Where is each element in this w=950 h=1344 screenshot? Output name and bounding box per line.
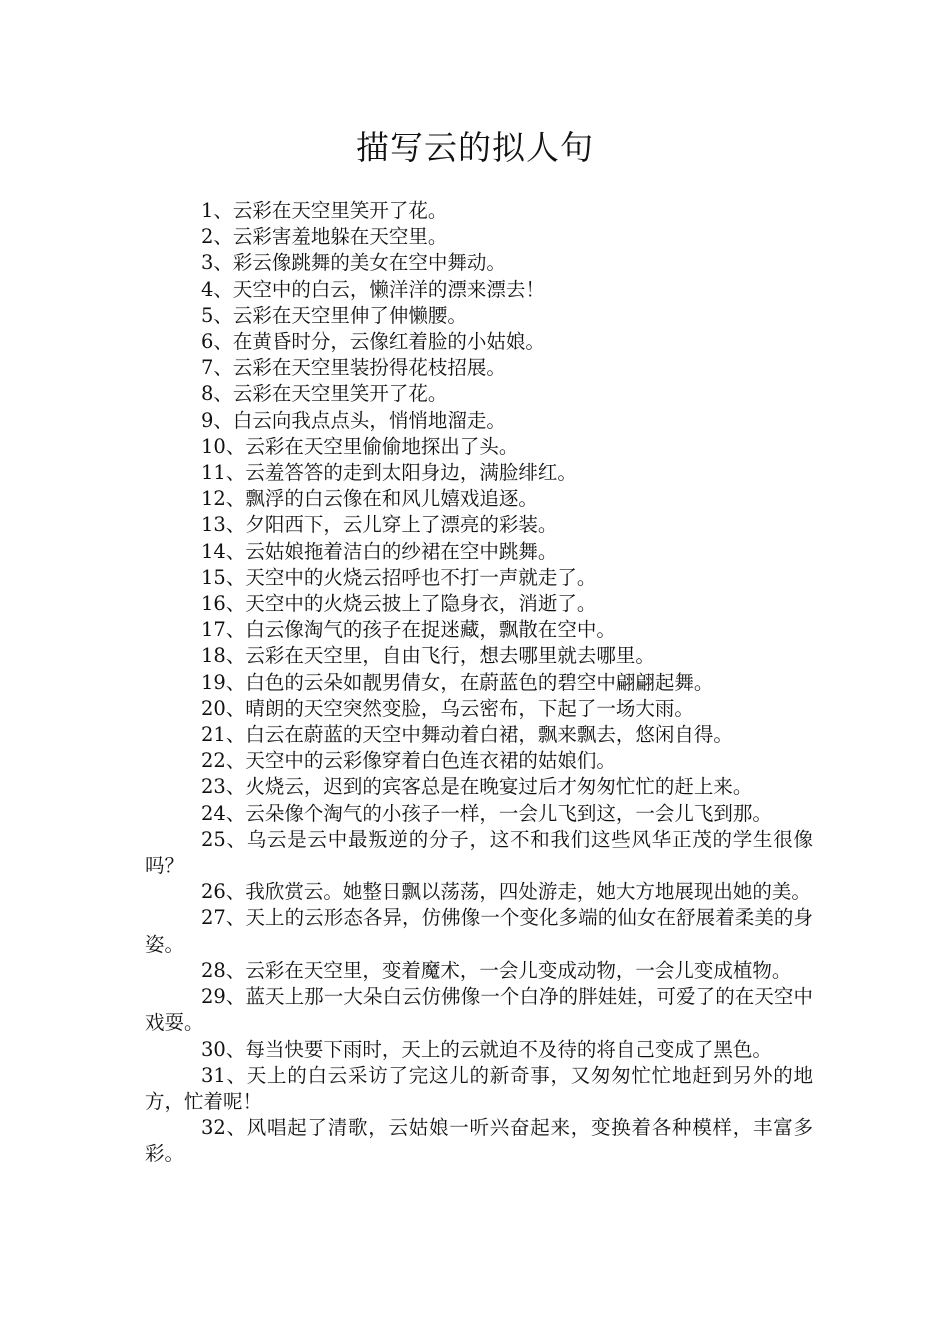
paragraph: 24、云朵像个淘气的小孩子一样，一会儿飞到这，一会儿飞到那。 (201, 801, 772, 825)
paragraph: 6、在黄昏时分，云像红着脸的小姑娘。 (201, 330, 545, 354)
paragraph: 3、彩云像跳舞的美女在空中舞动。 (201, 251, 506, 275)
paragraph: 20、晴朗的天空突然变脸，乌云密布，下起了一场大雨。 (201, 696, 694, 720)
paragraph: 23、火烧云，迟到的宾客总是在晚宴过后才匆匆忙忙的赶上来。 (201, 775, 753, 799)
paragraph: 19、白色的云朵如靓男倩女，在蔚蓝色的碧空中翩翩起舞。 (201, 670, 714, 694)
paragraph: 5、云彩在天空里伸了伸懒腰。 (201, 303, 467, 327)
paragraph: 18、云彩在天空里，自由飞行，想去哪里就去哪里。 (201, 644, 655, 668)
paragraph: 25、乌云是云中最叛逆的分子，这不和我们这些风华正茂的学生很像吗？ (145, 827, 813, 878)
paragraph: 30、每当快要下雨时，天上的云就迫不及待的将自己变成了黑色。 (201, 1037, 772, 1061)
paragraph: 13、夕阳西下，云儿穿上了漂亮的彩装。 (201, 513, 558, 537)
paragraph: 31、天上的白云采访了完这儿的新奇事，又匆匆忙忙地赶到另外的地方，忙着呢！ (145, 1063, 813, 1113)
paragraph: 15、天空中的火烧云招呼也不打一声就走了。 (201, 565, 597, 589)
paragraph: 29、蓝天上那一大朵白云仿佛像一个白净的胖娃娃，可爱了的在天空中戏耍。 (145, 985, 813, 1035)
paragraph: 11、云羞答答的走到太阳身边，满脸绯红。 (201, 461, 577, 485)
paragraph: 28、云彩在天空里，变着魔术，一会儿变成动物，一会儿变成植物。 (201, 958, 792, 982)
document-title: 描写云的拟人句 (356, 128, 594, 167)
paragraph: 26、我欣赏云。她整日飘以荡荡，四处游走，她大方地展现出她的美。 (201, 880, 811, 904)
paragraph: 16、天空中的火烧云披上了隐身衣，消逝了。 (201, 592, 597, 616)
paragraph: 7、云彩在天空里装扮得花枝招展。 (201, 356, 506, 380)
paragraph: 27、天上的云形态各异，仿佛像一个变化多端的仙女在舒展着柔美的身姿。 (145, 906, 813, 956)
paragraph: 10、云彩在天空里偷偷地探出了头。 (201, 434, 519, 458)
paragraph: 8、云彩在天空里笑开了花。 (201, 382, 448, 406)
paragraph: 21、白云在蔚蓝的天空中舞动着白裙，飘来飘去，悠闲自得。 (201, 723, 733, 747)
paragraph: 4、天空中的白云，懒洋洋的漂来漂去！ (201, 277, 545, 301)
paragraph: 2、云彩害羞地躲在天空里。 (201, 225, 448, 249)
paragraph: 12、飘浮的白云像在和风儿嬉戏追逐。 (201, 487, 538, 511)
paragraph: 9、白云向我点点头，悄悄地溜走。 (201, 408, 506, 432)
paragraph: 14、云姑娘拖着洁白的纱裙在空中跳舞。 (201, 539, 558, 563)
paragraph: 1、云彩在天空里笑开了花。 (201, 199, 448, 222)
paragraph: 17、白云像淘气的孩子在捉迷藏，飘散在空中。 (201, 618, 616, 642)
document-body (145, 198, 813, 1168)
paragraph: 22、天空中的云彩像穿着白色连衣裙的姑娘们。 (201, 749, 616, 773)
paragraph: 32、风唱起了清歌，云姑娘一听兴奋起来，变换着各种模样，丰富多彩。 (145, 1116, 813, 1166)
